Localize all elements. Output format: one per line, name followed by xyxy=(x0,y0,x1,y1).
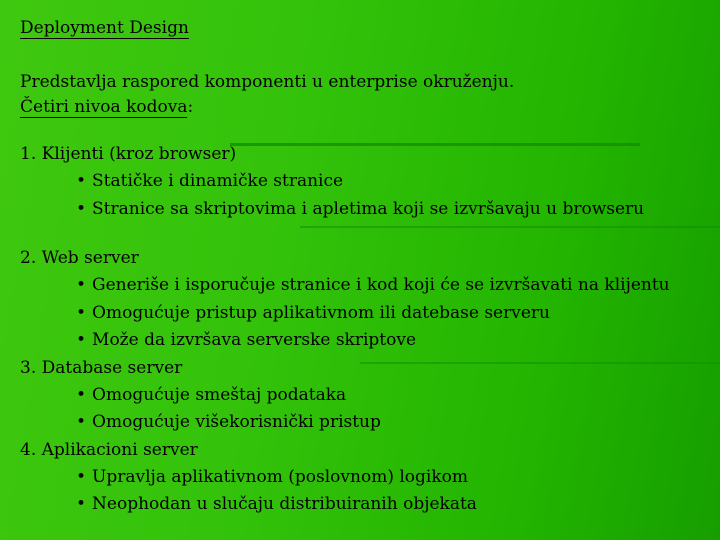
list-item xyxy=(20,465,720,493)
bullet-icon: • xyxy=(76,494,87,514)
section-heading: 1. Klijenti (kroz browser) xyxy=(20,144,237,164)
list-item xyxy=(20,383,720,411)
bullet-icon: • xyxy=(76,330,87,350)
section-clients xyxy=(20,142,720,224)
section-heading: 2. Web server xyxy=(20,248,139,268)
section-web-server xyxy=(20,246,720,356)
bullet-icon: • xyxy=(76,171,87,191)
list-item xyxy=(20,410,720,438)
list-item-text: Statičke i dinamičke stranice xyxy=(92,171,344,191)
slide-title: Deployment Design xyxy=(20,18,189,38)
list-item xyxy=(20,492,720,520)
list-item-text: Stranice sa skriptovima i apletima koji se izvršavaju u browseru xyxy=(92,198,645,219)
bullet-icon: • xyxy=(76,198,87,219)
intro-underlined-text: Četiri nivoa kodova xyxy=(20,97,188,117)
intro xyxy=(20,70,720,120)
section-database-server xyxy=(20,356,720,438)
bullet-icon: • xyxy=(76,302,87,323)
slide-content xyxy=(20,16,720,520)
list-item xyxy=(20,169,720,197)
list-item xyxy=(20,328,720,356)
list-item-text: Omogućuje smeštaj podataka xyxy=(92,384,347,405)
bullet-icon: • xyxy=(76,466,87,487)
list-item-text: Neophodan u slučaju distribuiranih objekata xyxy=(92,494,477,514)
section-heading: 3. Database server xyxy=(20,357,183,378)
list-item-text: Generiše i isporučuje stranice i kod koji će se izvršavati na klijentu xyxy=(92,275,670,295)
intro-colon: : xyxy=(187,97,194,117)
list-item-text: Omogućuje višekorisnički pristup xyxy=(92,412,381,432)
intro-line-2 xyxy=(20,95,720,120)
intro-line-1: Predstavlja raspored komponenti u enterprise okruženju. xyxy=(20,72,515,92)
list-item xyxy=(20,301,720,329)
list-item xyxy=(20,273,720,301)
bullet-icon: • xyxy=(76,384,87,405)
list-item-text: Upravlja aplikativnom (poslovnom) logikom xyxy=(92,466,468,487)
section-heading: 4. Aplikacioni server xyxy=(20,439,198,460)
bullet-icon: • xyxy=(76,275,87,295)
list-item-text: Može da izvršava serverske skriptove xyxy=(92,330,417,350)
list-item xyxy=(20,197,720,225)
list-item-text: Omogućuje pristup aplikativnom ili datebase serveru xyxy=(92,302,550,323)
section-application-server xyxy=(20,438,720,520)
bullet-icon: • xyxy=(76,412,87,432)
